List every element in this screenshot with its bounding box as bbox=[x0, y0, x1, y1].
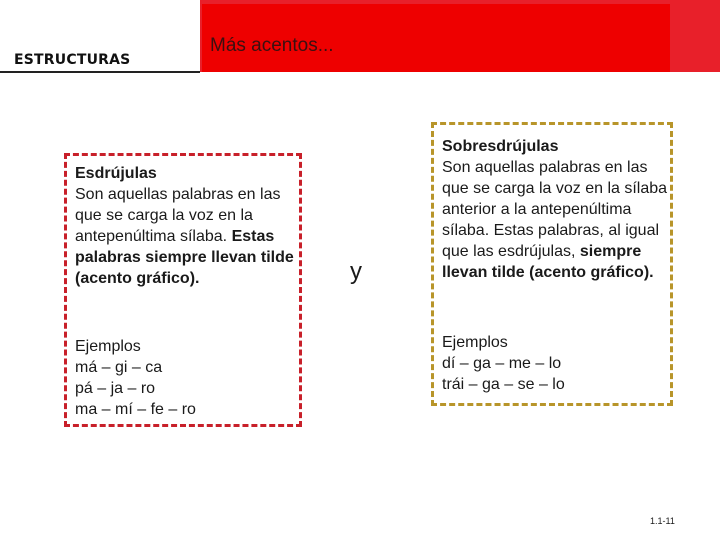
header-strip bbox=[672, 0, 720, 72]
examples-label: Ejemplos bbox=[442, 334, 508, 351]
page-title: Más acentos... bbox=[210, 35, 334, 56]
brand-logo: ESTRUCTURAS bbox=[14, 52, 131, 68]
esdrujulas-definition bbox=[75, 163, 297, 289]
example-item: pá – ja – ro bbox=[75, 380, 156, 397]
page-number: 1.1-11 bbox=[650, 516, 675, 526]
sobresdrujulas-definition-text: Son aquellas palabras en las que se carga la voz en la sílaba anterior a la antepenúltima sílaba. Estas palabras, al igual que las esdrújulas, bbox=[442, 159, 668, 260]
sobresdrujulas-examples bbox=[442, 332, 670, 395]
example-item: dí – ga – me – lo bbox=[442, 355, 562, 372]
esdrujulas-rule: Estas palabras siempre llevan tilde (acento gráfico). bbox=[75, 228, 294, 287]
example-item: má – gi – ca bbox=[75, 359, 163, 376]
esdrujulas-heading: Esdrújulas bbox=[75, 165, 157, 182]
esdrujulas-definition-text: Son aquellas palabras en las que se carga la voz en la antepenúltima sílaba. bbox=[75, 186, 281, 245]
esdrujulas-examples bbox=[75, 336, 297, 420]
sobresdrujulas-rule: siempre llevan tilde (acento gráfico). bbox=[442, 243, 654, 281]
examples-label: Ejemplos bbox=[75, 338, 141, 355]
sobresdrujulas-definition bbox=[442, 136, 670, 283]
example-item: trái – ga – se – lo bbox=[442, 376, 565, 393]
example-item: ma – mí – fe – ro bbox=[75, 401, 196, 418]
connector-word: y bbox=[350, 258, 362, 285]
header-divider bbox=[0, 71, 200, 73]
sobresdrujulas-heading: Sobresdrújulas bbox=[442, 138, 559, 155]
